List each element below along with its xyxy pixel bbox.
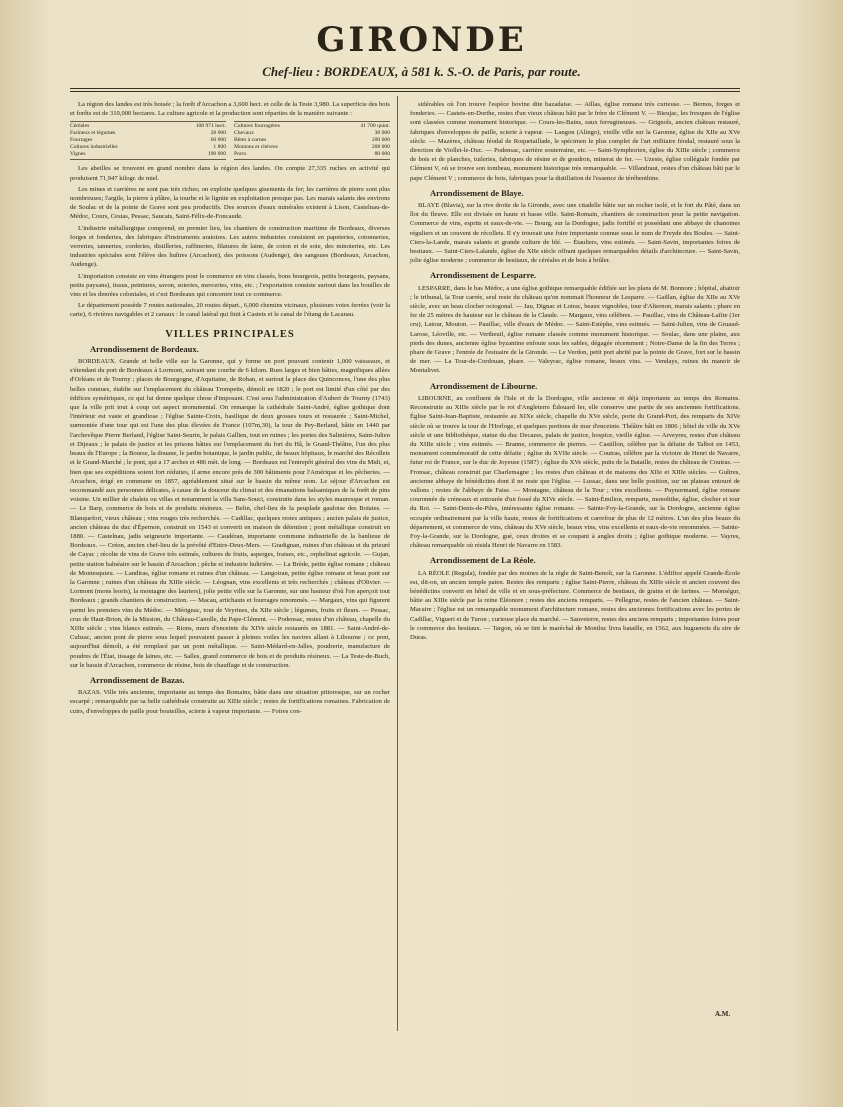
paragraph: Les abeilles se trouvent en grand nombre dans la région des landes. On compte 27,335 ruches en activité qui produisent 71,947 kilogr. de miel.: [70, 165, 390, 182]
paragraph: LIBOURNE, au confluent de l'Isle et de la Dordogne, ville ancienne et déjà importante au temps des Romains. Reconstruite au XIIIe siècle par le roi d'Angleterre Édouard Ier, elle conserve une partie de ses anciennes fortifications. Église Saint-Jean-Baptiste, restaurée au XIXe siècle, chapelle du XVe siècle, porte du Grand-Port, des remparts du XIVe siècle où se trouve la tour de l'Horloge, et quelques portions de mur d'enceinte. Théâtre bâti en 1806 ; hôtel de ville du XVe siècle et une bibliothèque, statue du duc Decazes, palais de justice, hospice, vieille église. — Arveyres, restes d'un château du XIIIe siècle ; vins estimés. — Branne, commerce de pierres. — Castillon, célèbre par la défaite de Talbot en 1453, monument commémoratif de cette défaite ; église du XVIIe siècle. — Coutras, célèbre par la victoire de Henri de Navarre, futur roi de France, sur le duc de Joyeuse (1587) ; église du XVe siècle, puits de la Bataille, restes du château de Coutras. — Fronsac, château construit par Charlemagne ; les restes d'un château et de maisons des XIIe et XIIIe siècles. — Guîtres, ancienne abbaye de bénédictins dont il ne reste que l'église. — Lussac, dans une belle position, sur un plateau entouré de vallons ; restes de l'abbaye de Faise. — Montagne, château de la Tour ; vins excellents. — Puynormand, église romane couronnée de créneaux et entourée d'un fossé du XIVe siècle. — Saint-Émilion, remparts, monolithe, église, clocher et tour du Roi. — Saint-Denis-de-Piles, intéressante église romane. — Sainte-Foy-la-Grande, sur la Dordogne, ancienne église occupée ordinairement par la ville haute, restes de fortifications et carrefour de plus de 12 mètres. L'un des plus beaux du département, et commerce de vins, château du XVe siècle, beaux vins, vins excellents et eaux-de-vie renommées. — Sainte-Foy-la-Grande, sur la Dordogne, gué, ceux droites et se coupant à angles droits ; église gothique moderne. — Vayres, château remarquable où résida Henri de Navarre en 1583.: [410, 394, 740, 550]
author-signature: A.M.: [715, 1010, 731, 1018]
arrondissement-lesparre-title: Arrondissement de Lesparre.: [430, 270, 537, 281]
arrondissement-libourne-text: [410, 394, 740, 550]
left-column: [70, 100, 390, 718]
intro-paragraph: La région des landes est très boisée ; la forêt d'Arcachon a 3,600 hect. et celle de la Teste 3,980. La superficie des bois et forêts est de 310,000 hectares. La culture agricole et la production sont réparties de la manière suivante :: [70, 101, 390, 118]
column-separator: [397, 96, 398, 1031]
stat-label: Céréales: [70, 123, 90, 130]
bazas-continued-text: [410, 100, 740, 183]
arrondissement-blaye-text: [410, 201, 740, 265]
arrondissement-blaye-title: Arrondissement de Blaye.: [430, 187, 524, 198]
stat-row: [70, 144, 226, 151]
header-rule: [70, 88, 740, 89]
paragraph: BAZAS. Ville très ancienne, importante au temps des Romains, bâtie dans une situation pittoresque, sur un rocher escarpé ; remarquable par sa belle cathédrale construite au XIIIe siècle ; restes de fortifications romaines. Fabrication de cuirs, d'enveloppes de paille pour bouteilles, scierie à vapeur importante. — Foires con-: [70, 689, 390, 715]
arrondissement-bazas-text: [70, 688, 390, 716]
stat-label: Chevaux: [234, 130, 254, 137]
stat-label: Fourrages: [70, 137, 93, 144]
statistics-table: [70, 121, 390, 160]
paragraph: Le département possède 7 routes nationales, 20 routes départ., 6,000 chemins vicinaux, plusieurs voies ferrées (voir la carte), 6 rivières navigables et 2 canaux : le canal latéral qui finit à Castets et le canal de l'étang de Lacanau.: [70, 302, 390, 319]
arrondissement-la-reole-text: [410, 569, 740, 643]
stat-value: 1 800: [213, 144, 226, 151]
stat-row: [70, 137, 226, 144]
paragraph: LA RÉOLE (Regula), fondée par des moines de la règle de Saint-Benoît, sur la Garonne. L'édifice appelé Grande-École est, dit-on, un ancien temple païen. Restes des remparts ; église Saint-Pierre, château du XIIIe siècle et ancien couvent des bénédictins converti en hôtel de ville et en sous-préfecture. Commerce de bestiaux, de grains et de farines. — Monségur, bâtie au XIIIe siècle par la reine Éléonore ; restes des anciens remparts. — Pellegrue, restes de l'ancien château. — Saint-Macaire ; l'église est un remarquable monument d'architecture romane, restes des anciennes fortifications avec les portes de Cadillac, Vigueri et de Turon ; curieuse place du marché. — Sauveterre, restes des anciens remparts ; importantes foires pour le commerce des bestiaux. — Targon, où se tint le maréchal de Montluc livra bataille, en 1562, aux huguenots du sire de Duras.: [410, 569, 740, 641]
stat-row: [70, 130, 226, 137]
stats-right: [234, 121, 390, 160]
stat-value: 28 000: [210, 130, 226, 137]
stat-value: 108 971 hect.: [195, 123, 226, 130]
section-title-villes: VILLES PRINCIPALES: [165, 328, 295, 340]
stat-label: Vignes: [70, 151, 86, 158]
arrondissement-bazas-title: Arrondissement de Bazas.: [90, 674, 185, 685]
stat-row: [234, 130, 390, 137]
stat-value: 208 000: [371, 144, 390, 151]
stat-value: 80 000: [374, 151, 390, 158]
stat-row: [234, 144, 390, 151]
paragraph: LESPARRE, dans le bas Médoc, a une église gothique remarquable édifiée sur les plans de M. Bonnore ; hôpital, abattoir ; le tribunal, la Tour carrée, seul reste du château qu'on nommait l'honneur de Lesparre. — Gaillan, église du XIIe au XVe siècle, avec un beau clocher octogonal. — Jau, Dignac et Loirac, beaux vignobles, tour d'Alternon, marais salants ; phare en fer de 25 mètres de hauteur sur le château de la Claude. — Margaux, vins célèbres. — Pauillac, vins de Château-Lafite (1er cru), Latour, Mouton. — Pauillac, ville d'eaux de Médoc. — Saint-Estèphe, vins estimés. — Saint-Julien, vins de Gruaud-Larose, Léoville, etc. — Vertheuil, église romane classée comme monument historique. — Soulac, dans une plaine, aux pieds des dunes, ancienne église byzantine enfouie sous les sables, dégagée récemment ; Notre-Dame de la fin des Terres ; phare de Grave ; l'entrée de l'estuaire de la Gironde. — Le Verdon, petit port abrité par la pointe de Grave, fort sur le bassin de mer. — La Tour-de-Cordouan, phare. — Valeyrac, église romane, beaux vins. — Vendays, ruines du manoir de Montalivet.: [410, 284, 740, 375]
stat-label: Bêtes à cornes: [234, 137, 267, 144]
page-subtitle: Chef-lieu : BORDEAUX, à 581 k. S.-O. de Paris, par route.: [262, 64, 581, 79]
stat-row: [70, 151, 226, 158]
paragraph: BORDEAUX. Grande et belle ville sur la Garonne, qui y forme un port pouvant contenir 1,000 vaisseaux, et s'étendant du port de Bordeaux à Lormont, suivant une courbe de 6 kilom. Rues larges et bien bâties, magnifiques allées d'Orléans et de Tourny ; places de Bourgogne, d'Aquitaine, de Rohan, et surtout la place des Quinconces, l'une des plus belles connues, établie sur l'emplacement du château Trompette, démoli en 1820 ; le port est limité d'un côté par des édifices symétriques, ce qui lui donne quelque chose d'imposant. C'est sous l'administration d'Aubert de Tourny (1743) que la ville prit tout à coup cet aspect monumental. On remarque la cathédrale Saint-André, église gothique dont l'intérieur est vaste et grandiose ; l'église Sainte-Croix, basilique de deux grosses tours et restaurée ; Saint-Michel, surmontée d'une tour qui est l'une des plus élevées de France (107m,30), la tour de Pey-Berland, bâtie en 1440 par l'archevêque Pierre Berland, l'église Saint-Seurin, le palais Gallien, tout en ruines ; les portes des Salinières, Saint-Julien et Dijeaux ; le palais de justice et les prisons bâties sur l'emplacement du fort du Hâ, le Grand-Théâtre, l'un des plus beaux de l'Europe ; la Bourse, la douane, le jardin botanique, le jardin public, de beaux hôpitaux, le marché des Récollets et le Grand-Marché ; le pont, qui a 17 arches et 486 mèt. de long. — Bordeaux est l'entrepôt général des vins du Midi, et, bien que ses expéditions soient fort réduites, il arme encore près de 300 bâtiments pour l'Amérique et les pêcheries. — Arcachon, érigé en commune en 1857, agréablement situé sur le bassin du même nom. Le séjour d'Arcachon est recommandé aux personnes délicates, à cause de la douceur du climat et des émanations balsamiques de la forêt de pins voisine. Un millier de chalets ou villas et notamment la villa Sans-Souci, construite dans les styles mauresque et roman. — Le Barp, commerce de bois et de produits résineux. — Belin, chef-lieu de la peuplade gauloise des Boïates. — Blanquefort, vieux château ; vins rouges très recherchés. — Cadillac, quelques restes antiques ; ancien palais de justice, ancien château du duc d'Épernon, construit en 1543 et converti en maison de détention ; pont métallique construit en 1880. — Castelnau, jadis seigneurie importante. — Caudéran, importante commune industrielle de la banlieue de Bordeaux. — Créon, ancien chef-lieu de la prévôté d'Entre-Deux-Mers. — Gradignan, ruines d'un château et du prieuré de Cayac ; récolte de vins de Grave très estimés, cultures de fruits, asperges, fraises, etc., orphelinat agricole. — Gujan, petite station balnéaire sur le bassin d'Arcachon ; pêche et industrie huîtrière. — La Brède, petite église romane ; château de Montesquieu. — Landiras, église romane et ruines d'un château. — Langoiran, petite église romane et beau pont sur la Garonne ; ruines d'un château du XIIIe siècle. — Léognan, vins excellents et très recherchés ; château d'Olivier. — Lormont (mons leoris), la montagne des lauriers), jolie petite ville sur la Garonne, sur une hauteur d'où l'on aperçoit tout Bordeaux ; grands chantiers de construction. — Macau, artichauts et fourrages renommés. — Margaux, vins qui figurent parmi les premiers vins du Médoc. — Mérignac, tour de Veyrines, du XIIe siècle ; légumes, fruits et fleurs. — Pessac, crus de Haut-Brion, de la Mission, du Château-Canolle, du Pape-Clément. — Podensac, restes d'un château, chapelle du XIIIe siècle ; vins blancs estimés. — Rions, murs d'enceinte du XIVe siècle restaurés en 1881. — Saint-André-de-Cubzac, ancien pont de pierre sous lequel pouvaient passer à pleines voiles les navires allant à Libourne ; ce pont, aujourd'hui démoli, a été remplacé par un pont métallique. — Saint-Médard-en-Jalles, poudrerie, manufacture de poudres de l'État, tissage de laines, etc. — Salles, grand commerce de bois et de produits résineux. — La Teste-de-Buch, sur le bassin d'Arcachon, commerce de résine, bois de chauffage et de construction.: [70, 358, 390, 669]
stat-label: Farineux et légumes: [70, 130, 116, 137]
page-title: GIRONDE: [316, 20, 527, 60]
left-paragraphs: [70, 164, 390, 319]
paragraph: L'industrie métallurgique comprend, en premier lieu, les chantiers de construction maritime de Bordeaux, diverses forges et fonderies, des fabriques d'instruments aratoires. Les autres industries consistent en papeteries, cotonneries, verreries, tanneries, corderies, distilleries, raffineries, filatures de laine, de coton et de soie, des minoteries, etc. Les industries spéciales sont l'élève des huîtres (Arcachon), des poissons (Audenge), des sangsues (Bordeaux, Arcachon, Audenge).: [70, 224, 390, 269]
stat-value: 41 700 quint.: [360, 123, 390, 130]
stat-row: [234, 123, 390, 130]
stat-row: [234, 137, 390, 144]
stat-value: 190 000: [207, 151, 226, 158]
stat-label: Moutons et chèvres: [234, 144, 278, 151]
stat-row: [70, 123, 226, 130]
stat-label: Cultures fourragères: [234, 123, 280, 130]
paragraph: BLAYE (Blavia), sur la rive droite de la Gironde, avec une citadelle bâtie sur un rocher isolé, et le fort du Pâté, dans un îlot du fleuve. Elle est divisée en haute et basse ville. Saint-Romain, chantiers de construction pour la petite navigation. Commerce de vins, esprits et eaux-de-vie. — Bourg, sur la Dordogne, jadis fortifié et possédant une abbaye de chanoines réguliers et un couvent de récollets. Il s'y trouvait une foire importante connue sous le nom de Freyde des Boules. — Saint-Ciers-la-Lande, marais salants et grande culture de blé. — Étauliers, vins estimés. — Saint-Savin, importantes foires de bestiaux. — Saint-Ciers-Lalande, église du XIIe siècle offrant quelques remarquables détails d'architecture. — Saint-Savin, jolie église moderne ; commerce de bestiaux, de céréales et de bois à brûler.: [410, 202, 740, 265]
stat-label: Cultures industrielles: [70, 144, 118, 151]
arrondissement-bordeaux-text: [70, 357, 390, 670]
arrondissement-lesparre-text: [410, 284, 740, 376]
stat-value: 30 000: [374, 130, 390, 137]
stat-value: 60 000: [210, 137, 226, 144]
stat-row: [234, 151, 390, 158]
arrondissement-la-reole-title: Arrondissement de La Réole.: [430, 555, 536, 566]
header-rule-2: [70, 91, 740, 92]
paragraph: sidérables où l'on trouve l'espèce bovine dite bazadaise. — Aillas, église romane très curieuse. — Bernos, forges et fonderies. — Castets-en-Dorthe, restes d'un vieux château bâti par le frère de Clément V. — Bieujac, les fresques de l'église sont classées comme monument historique. — Cours-les-Bains, eaux ferrugineuses. — Grignols, ancien château restauré, fabriques d'enveloppes de paille, scierie à vapeur. — Langon (Alingo), vieille ville sur la Garonne, église du XIIe au XVe siècle. — Mazères, château féodal de Roquetaillade, le spécimen le plus complet de l'art militaire féodal, restauré sous la direction de Viollet-le-Duc. — Podensac, carrière souterraine, etc. — Saint-Symphorien, église du XIIIe siècle ; commerce de bois et de planches, tuileries, fabriques de résine et de goudron, minerai de fer. — Uzeste, église collégiale fondée par Clément V, où se trouve son tombeau, monument historique très remarquable. — Villandraut, restes d'un château bâti par le pape Clément V ; commerce de bois, fabriques pour la distillation de l'essence de térébenthine.: [410, 101, 740, 182]
arrondissement-libourne-title: Arrondissement de Libourne.: [430, 380, 538, 391]
stat-value: 200 000: [371, 137, 390, 144]
right-column: [410, 100, 740, 644]
stats-left: [70, 121, 226, 160]
paragraph: Les mines et carrières ne sont pas très riches; on exploite quelques gisements de fer; les carrières de pierre sont plus nombreuses; l'argile, la pierre à plâtre, la tourbe et le lignite en exploitation presque pas. Les marais salants des environs de Soulac et de la pointe de Grave sont peu productifs. Des sources d'eaux minérales existent à Lison, Castelnau-de-Médoc, Cours, Cestas, Pessac, Saucats, Saint-Félix-de-Foncaude.: [70, 185, 390, 221]
stat-label: Porcs: [234, 151, 247, 158]
arrondissement-bordeaux-title: Arrondissement de Bordeaux.: [90, 343, 199, 354]
paragraph: L'importation consiste en vins étrangers pour le commerce en vins classés, bons bourgeois, petits bourgeois, paysans, petits paysans), tissus, peintures, savon, soieries, merceries, vins, etc. ; l'exportation consiste surtout dans les bouilles de vins et les denrées coloniales, et c'est Bordeaux qui concentre tout ce commerce.: [70, 272, 390, 299]
